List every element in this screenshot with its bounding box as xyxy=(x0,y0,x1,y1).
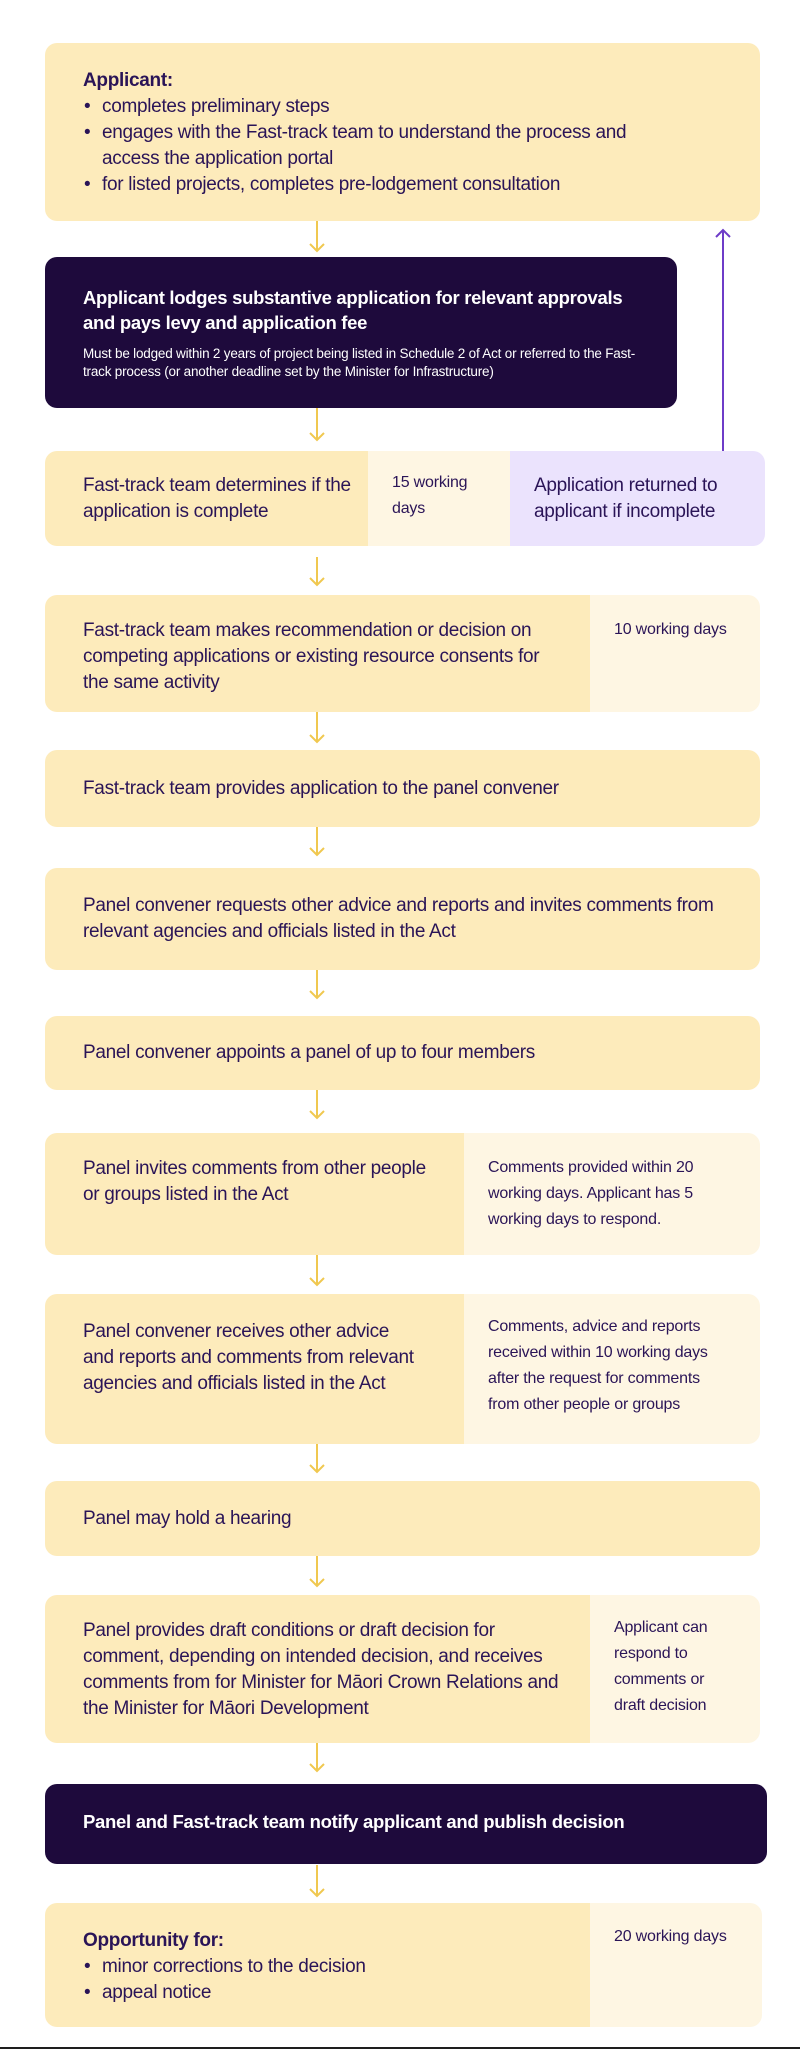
step-text: Fast-track team determines if the application is complete xyxy=(45,451,368,546)
step-title: Panel and Fast-track team notify applicant and publish decision xyxy=(83,1810,625,1832)
step-competing-applications xyxy=(45,595,760,712)
step-hearing xyxy=(45,1481,760,1556)
step-timeframe: 10 working days xyxy=(590,595,760,712)
step-body xyxy=(45,257,677,408)
flow-arrow-down-icon xyxy=(307,557,327,589)
flow-arrow-down-icon xyxy=(307,221,327,257)
flow-arrow-down-icon xyxy=(307,712,327,746)
step-timeframe: Comments provided within 20 working days. Applicant has 5 working days to respond. xyxy=(464,1133,760,1255)
step-notify-publish xyxy=(45,1784,767,1864)
flow-arrow-down-icon xyxy=(307,1444,327,1476)
step-text: Panel convener appoints a panel of up to four members xyxy=(45,1016,760,1090)
flow-arrow-down-icon xyxy=(307,1743,327,1775)
bullet-item: • appeal notice xyxy=(83,1980,552,2006)
flow-arrow-down-icon xyxy=(307,827,327,859)
step-text: Panel invites comments from other people or groups listed in the Act xyxy=(45,1133,464,1255)
step-request-advice xyxy=(45,868,760,970)
step-text: Fast-track team provides application to the panel convener xyxy=(45,750,760,827)
step-note: Must be lodged within 2 years of project being listed in Schedule 2 of Act or referred to the Fast-track process (or another deadline set by the Minister for Infrastructure) xyxy=(83,346,636,379)
bullet-list xyxy=(83,94,683,198)
step-timeframe: 15 working days xyxy=(368,451,510,546)
step-invite-comments xyxy=(45,1133,760,1255)
step-body xyxy=(45,1903,590,2027)
bullet-item: • engages with the Fast-track team to understand the process and access the application portal xyxy=(83,120,683,172)
step-heading: Applicant: xyxy=(83,70,173,91)
step-appoint-panel xyxy=(45,1016,760,1090)
step-timeframe: 20 working days xyxy=(590,1903,762,2027)
flow-arrow-down-icon xyxy=(307,970,327,1002)
bullet-list xyxy=(83,1954,552,2006)
step-title: Applicant lodges substantive application for relevant approvals and pays levy and application fee xyxy=(83,287,623,333)
flow-arrow-down-icon xyxy=(307,1865,327,1901)
step-timeframe: Comments, advice and reports received within 10 working days after the request for comments from other people or groups xyxy=(464,1294,760,1444)
step-heading: Opportunity for: xyxy=(83,1930,224,1951)
step-text: Panel provides draft conditions or draft decision for comment, depending on intended decision, and receives comments from for Minister for Māori Crown Relations and the Minister for Māori Development xyxy=(45,1595,590,1743)
step-text: Fast-track team makes recommendation or decision on competing applications or existing resource consents for the same activity xyxy=(45,595,590,712)
step-receive-advice xyxy=(45,1294,760,1444)
step-lodge-application xyxy=(45,257,677,408)
step-text: Panel may hold a hearing xyxy=(45,1481,760,1556)
step-completeness-check xyxy=(45,451,765,546)
step-branch-returned: Application returned to applicant if incomplete xyxy=(510,451,765,546)
step-timeframe: Applicant can respond to comments or draft decision xyxy=(590,1595,760,1743)
step-draft-decision xyxy=(45,1595,760,1743)
step-applicant-preliminary xyxy=(45,43,760,221)
flow-arrow-down-icon xyxy=(307,1090,327,1122)
bullet-item: • minor corrections to the decision xyxy=(83,1954,552,1980)
step-text: Panel convener requests other advice and reports and invites comments from relevant agencies and officials listed in the Act xyxy=(45,868,760,970)
bullet-item: • completes preliminary steps xyxy=(83,94,683,120)
flow-arrow-down-icon xyxy=(307,1255,327,1289)
step-body xyxy=(45,43,760,221)
step-text: Panel convener receives other advice and reports and comments from relevant agencies and officials listed in the Act xyxy=(45,1294,464,1444)
step-provide-to-convener xyxy=(45,750,760,827)
flow-arrow-down-icon xyxy=(307,408,327,448)
flow-arrow-down-icon xyxy=(307,1556,327,1590)
step-opportunity xyxy=(45,1903,762,2027)
return-arrow-up-icon xyxy=(713,228,733,452)
bullet-item: • for listed projects, completes pre-lodgement consultation xyxy=(83,172,683,198)
step-body xyxy=(45,1784,767,1864)
